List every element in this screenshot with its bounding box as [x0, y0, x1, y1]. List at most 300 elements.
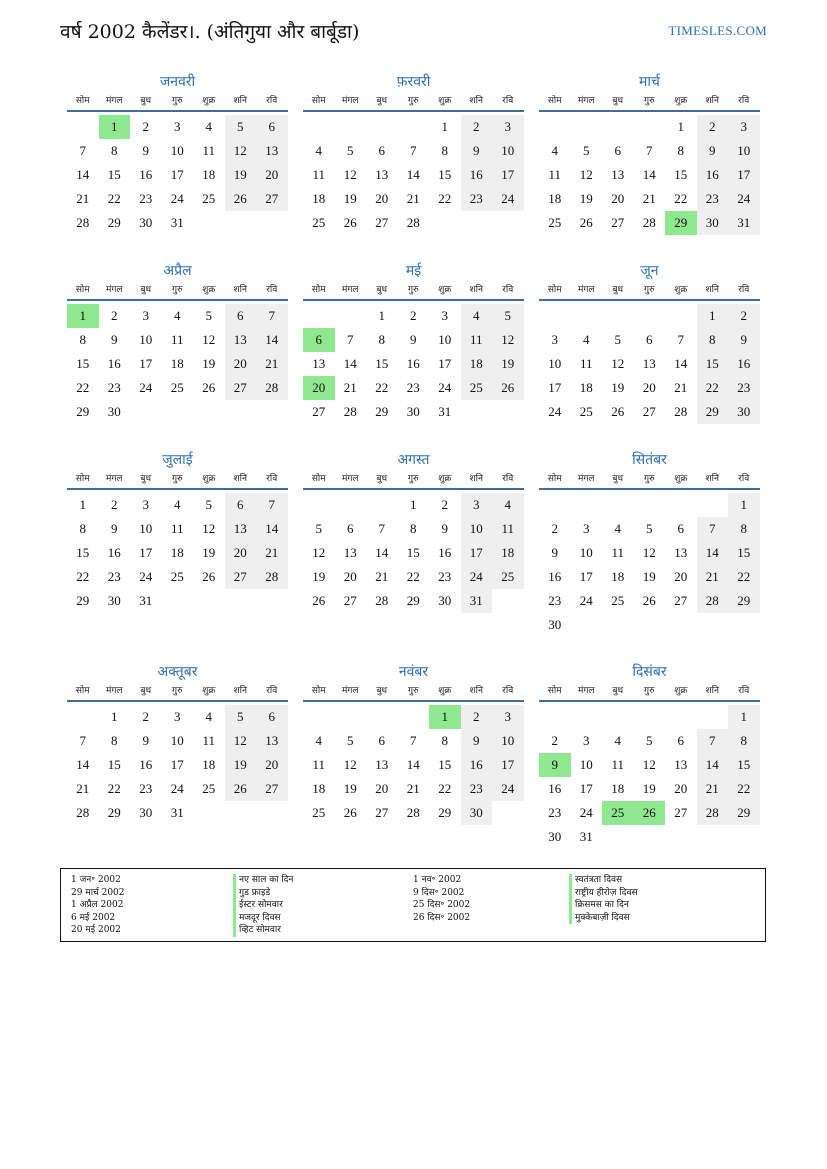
day-cell[interactable]: 22 [76, 569, 90, 584]
day-cell[interactable]: 21 [406, 781, 420, 796]
day-cell[interactable]: 20 [225, 352, 257, 376]
day-cell[interactable]: 19 [579, 191, 593, 206]
day-cell[interactable]: 5 [347, 143, 354, 158]
day-cell[interactable]: 15 [375, 356, 389, 371]
day-cell[interactable]: 22 [674, 191, 688, 206]
day-cell[interactable]: 20 [611, 191, 625, 206]
day-cell[interactable]: 15 [697, 352, 729, 376]
day-cell[interactable]: 21 [642, 191, 656, 206]
day-cell[interactable]: 30 [107, 404, 121, 419]
day-cell[interactable]: 10 [492, 139, 524, 163]
day-cell[interactable]: 10 [728, 139, 760, 163]
day-cell[interactable]: 3 [441, 308, 448, 323]
day-cell[interactable]: 14 [406, 757, 420, 772]
day-cell[interactable]: 22 [438, 191, 452, 206]
day-cell[interactable]: 26 [202, 569, 216, 584]
day-cell[interactable]: 8 [79, 332, 86, 347]
day-cell[interactable]: 28 [76, 215, 90, 230]
day-cell[interactable]: 26 [343, 805, 357, 820]
day-cell[interactable]: 28 [642, 215, 656, 230]
day-cell[interactable]: 8 [441, 733, 448, 748]
day-cell[interactable]: 14 [697, 753, 729, 777]
day-cell[interactable]: 19 [611, 380, 625, 395]
day-cell[interactable]: 14 [343, 356, 357, 371]
day-cell[interactable]: 18 [202, 167, 216, 182]
day-cell[interactable]: 7 [646, 143, 653, 158]
day-cell[interactable]: 7 [256, 304, 288, 328]
day-cell[interactable]: 17 [461, 541, 493, 565]
day-cell[interactable]: 14 [76, 757, 90, 772]
day-cell[interactable]: 16 [139, 167, 153, 182]
day-cell[interactable]: 31 [438, 404, 452, 419]
day-cell[interactable]: 30 [438, 593, 452, 608]
day-cell[interactable]: 1 [697, 304, 729, 328]
day-cell[interactable]: 16 [406, 356, 420, 371]
day-cell[interactable]: 10 [170, 143, 184, 158]
day-cell[interactable]: 28 [697, 801, 729, 825]
day-cell[interactable]: 17 [548, 380, 562, 395]
day-cell[interactable]: 29 [406, 593, 420, 608]
day-cell[interactable]: 24 [170, 191, 184, 206]
day-cell[interactable]: 7 [410, 733, 417, 748]
day-cell[interactable]: 29 [438, 805, 452, 820]
day-cell[interactable]: 30 [697, 211, 729, 235]
day-cell[interactable]: 7 [79, 733, 86, 748]
day-cell[interactable]: 17 [579, 569, 593, 584]
day-cell[interactable]: 4 [205, 119, 212, 134]
day-cell[interactable]: 31 [139, 593, 153, 608]
day-cell[interactable]: 7 [697, 517, 729, 541]
day-cell[interactable]: 23 [107, 569, 121, 584]
day-cell[interactable]: 8 [79, 521, 86, 536]
day-cell[interactable]: 3 [461, 493, 493, 517]
day-cell[interactable]: 25 [170, 380, 184, 395]
day-cell[interactable]: 30 [728, 400, 760, 424]
day-cell[interactable]: 14 [406, 167, 420, 182]
day-cell[interactable]: 13 [611, 167, 625, 182]
day-cell[interactable]: 11 [548, 167, 562, 182]
day-cell[interactable]: 19 [225, 163, 257, 187]
day-cell[interactable]: 19 [343, 191, 357, 206]
day-cell[interactable]: 28 [256, 565, 288, 589]
day-cell[interactable]: 8 [728, 517, 760, 541]
day-cell[interactable]: 14 [375, 545, 389, 560]
day-cell[interactable]: 10 [170, 733, 184, 748]
day-cell[interactable]: 5 [315, 521, 322, 536]
day-cell[interactable]: 25 [492, 565, 524, 589]
day-cell[interactable]: 27 [256, 187, 288, 211]
day-cell[interactable]: 23 [438, 569, 452, 584]
day-cell[interactable]: 29 [697, 400, 729, 424]
day-cell[interactable]: 2 [461, 705, 493, 729]
day-cell[interactable]: 18 [202, 757, 216, 772]
day-cell[interactable]: 8 [697, 328, 729, 352]
day-cell[interactable]: 29 [375, 404, 389, 419]
day-cell[interactable]: 18 [170, 545, 184, 560]
day-cell[interactable]: 22 [107, 781, 121, 796]
day-cell[interactable]: 3 [583, 733, 590, 748]
day-cell[interactable]: 16 [728, 352, 760, 376]
day-cell[interactable]: 2 [697, 115, 729, 139]
day-cell[interactable]: 11 [579, 356, 593, 371]
day-cell[interactable]: 28 [674, 404, 688, 419]
day-cell[interactable]: 6 [256, 705, 288, 729]
day-cell[interactable]: 5 [583, 143, 590, 158]
day-cell[interactable]: 19 [312, 569, 326, 584]
day-cell[interactable]: 16 [548, 781, 562, 796]
day-cell[interactable]: 3 [583, 521, 590, 536]
day-cell[interactable]: 2 [551, 521, 558, 536]
day-cell[interactable]: 10 [438, 332, 452, 347]
day-cell[interactable]: 14 [76, 167, 90, 182]
day-cell[interactable]: 26 [642, 593, 656, 608]
day-cell[interactable]: 29 [76, 593, 90, 608]
day-cell[interactable]: 27 [225, 565, 257, 589]
day-cell[interactable]: 6 [646, 332, 653, 347]
day-cell[interactable]: 25 [602, 801, 634, 825]
day-cell[interactable]: 31 [170, 215, 184, 230]
day-cell[interactable]: 15 [438, 167, 452, 182]
day-cell[interactable]: 26 [225, 777, 257, 801]
day-cell[interactable]: 18 [548, 191, 562, 206]
day-cell[interactable]: 4 [492, 493, 524, 517]
day-cell[interactable]: 21 [256, 352, 288, 376]
day-cell[interactable]: 3 [142, 497, 149, 512]
day-cell[interactable]: 25 [579, 404, 593, 419]
day-cell[interactable]: 21 [375, 569, 389, 584]
day-cell[interactable]: 9 [697, 139, 729, 163]
day-cell[interactable]: 17 [170, 757, 184, 772]
day-cell[interactable]: 17 [728, 163, 760, 187]
day-cell[interactable]: 25 [461, 376, 493, 400]
day-cell[interactable]: 17 [438, 356, 452, 371]
day-cell[interactable]: 27 [375, 215, 389, 230]
day-cell[interactable]: 21 [697, 777, 729, 801]
day-cell[interactable]: 7 [677, 332, 684, 347]
day-cell[interactable]: 1 [79, 497, 86, 512]
day-cell[interactable]: 4 [614, 733, 621, 748]
day-cell[interactable]: 15 [674, 167, 688, 182]
day-cell[interactable]: 15 [107, 757, 121, 772]
day-cell[interactable]: 27 [375, 805, 389, 820]
day-cell[interactable]: 20 [303, 376, 335, 400]
day-cell[interactable]: 13 [256, 729, 288, 753]
day-cell[interactable]: 17 [492, 163, 524, 187]
day-cell[interactable]: 21 [76, 781, 90, 796]
day-cell[interactable]: 18 [461, 352, 493, 376]
day-cell[interactable]: 12 [202, 332, 216, 347]
day-cell[interactable]: 31 [728, 211, 760, 235]
day-cell[interactable]: 13 [312, 356, 326, 371]
day-cell[interactable]: 6 [378, 143, 385, 158]
day-cell[interactable]: 20 [256, 753, 288, 777]
day-cell[interactable]: 3 [142, 308, 149, 323]
day-cell[interactable]: 31 [579, 829, 593, 844]
day-cell[interactable]: 5 [225, 115, 257, 139]
day-cell[interactable]: 19 [642, 781, 656, 796]
day-cell[interactable]: 9 [410, 332, 417, 347]
day-cell[interactable]: 26 [634, 801, 666, 825]
day-cell[interactable]: 3 [551, 332, 558, 347]
day-cell[interactable]: 28 [76, 805, 90, 820]
day-cell[interactable]: 1 [429, 705, 461, 729]
day-cell[interactable]: 30 [548, 829, 562, 844]
day-cell[interactable]: 5 [646, 733, 653, 748]
day-cell[interactable]: 8 [677, 143, 684, 158]
day-cell[interactable]: 22 [375, 380, 389, 395]
day-cell[interactable]: 16 [107, 545, 121, 560]
day-cell[interactable]: 25 [202, 781, 216, 796]
day-cell[interactable]: 23 [461, 777, 493, 801]
day-cell[interactable]: 21 [343, 380, 357, 395]
day-cell[interactable]: 5 [614, 332, 621, 347]
day-cell[interactable]: 26 [202, 380, 216, 395]
day-cell[interactable]: 31 [170, 805, 184, 820]
day-cell[interactable]: 7 [347, 332, 354, 347]
day-cell[interactable]: 27 [312, 404, 326, 419]
day-cell[interactable]: 23 [139, 191, 153, 206]
day-cell[interactable]: 1 [441, 119, 448, 134]
day-cell[interactable]: 18 [579, 380, 593, 395]
day-cell[interactable]: 12 [492, 328, 524, 352]
day-cell[interactable]: 20 [225, 541, 257, 565]
day-cell[interactable]: 27 [642, 404, 656, 419]
day-cell[interactable]: 12 [343, 167, 357, 182]
day-cell[interactable]: 9 [142, 143, 149, 158]
day-cell[interactable]: 24 [438, 380, 452, 395]
day-cell[interactable]: 23 [461, 187, 493, 211]
day-cell[interactable]: 4 [461, 304, 493, 328]
day-cell[interactable]: 17 [139, 545, 153, 560]
day-cell[interactable]: 30 [461, 801, 493, 825]
day-cell[interactable]: 29 [728, 801, 760, 825]
day-cell[interactable]: 22 [697, 376, 729, 400]
day-cell[interactable]: 8 [410, 521, 417, 536]
day-cell[interactable]: 11 [312, 757, 326, 772]
day-cell[interactable]: 11 [170, 332, 184, 347]
day-cell[interactable]: 14 [256, 328, 288, 352]
day-cell[interactable]: 1 [410, 497, 417, 512]
day-cell[interactable]: 30 [139, 215, 153, 230]
day-cell[interactable]: 2 [142, 119, 149, 134]
day-cell[interactable]: 2 [728, 304, 760, 328]
day-cell[interactable]: 22 [438, 781, 452, 796]
day-cell[interactable]: 24 [461, 565, 493, 589]
day-cell[interactable]: 6 [378, 733, 385, 748]
day-cell[interactable]: 4 [583, 332, 590, 347]
day-cell[interactable]: 1 [728, 705, 760, 729]
day-cell[interactable]: 5 [225, 705, 257, 729]
day-cell[interactable]: 24 [170, 781, 184, 796]
day-cell[interactable]: 25 [202, 191, 216, 206]
day-cell[interactable]: 12 [343, 757, 357, 772]
day-cell[interactable]: 30 [107, 593, 121, 608]
day-cell[interactable]: 24 [492, 777, 524, 801]
day-cell[interactable]: 4 [315, 733, 322, 748]
day-cell[interactable]: 10 [139, 521, 153, 536]
day-cell[interactable]: 1 [67, 304, 99, 328]
day-cell[interactable]: 8 [111, 733, 118, 748]
day-cell[interactable]: 9 [111, 521, 118, 536]
day-cell[interactable]: 24 [139, 380, 153, 395]
day-cell[interactable]: 1 [378, 308, 385, 323]
day-cell[interactable]: 11 [611, 757, 625, 772]
day-cell[interactable]: 12 [202, 521, 216, 536]
day-cell[interactable]: 8 [111, 143, 118, 158]
day-cell[interactable]: 15 [728, 541, 760, 565]
day-cell[interactable]: 24 [139, 569, 153, 584]
day-cell[interactable]: 21 [256, 541, 288, 565]
day-cell[interactable]: 1 [728, 493, 760, 517]
day-cell[interactable]: 23 [139, 781, 153, 796]
day-cell[interactable]: 6 [677, 733, 684, 748]
day-cell[interactable]: 2 [441, 497, 448, 512]
day-cell[interactable]: 13 [256, 139, 288, 163]
day-cell[interactable]: 2 [111, 497, 118, 512]
day-cell[interactable]: 20 [375, 191, 389, 206]
day-cell[interactable]: 29 [107, 805, 121, 820]
day-cell[interactable]: 3 [728, 115, 760, 139]
day-cell[interactable]: 5 [347, 733, 354, 748]
day-cell[interactable]: 10 [579, 757, 593, 772]
day-cell[interactable]: 19 [202, 545, 216, 560]
day-cell[interactable]: 28 [406, 215, 420, 230]
day-cell[interactable]: 19 [202, 356, 216, 371]
day-cell[interactable]: 13 [375, 757, 389, 772]
day-cell[interactable]: 6 [225, 493, 257, 517]
day-cell[interactable]: 4 [174, 308, 181, 323]
day-cell[interactable]: 8 [441, 143, 448, 158]
day-cell[interactable]: 15 [438, 757, 452, 772]
day-cell[interactable]: 16 [438, 545, 452, 560]
day-cell[interactable]: 23 [728, 376, 760, 400]
day-cell[interactable]: 29 [76, 404, 90, 419]
day-cell[interactable]: 3 [174, 709, 181, 724]
day-cell[interactable]: 21 [697, 565, 729, 589]
day-cell[interactable]: 7 [79, 143, 86, 158]
day-cell[interactable]: 13 [674, 545, 688, 560]
day-cell[interactable]: 16 [461, 163, 493, 187]
day-cell[interactable]: 12 [225, 139, 257, 163]
day-cell[interactable]: 1 [111, 709, 118, 724]
day-cell[interactable]: 27 [225, 376, 257, 400]
day-cell[interactable]: 28 [343, 404, 357, 419]
day-cell[interactable]: 10 [139, 332, 153, 347]
day-cell[interactable]: 28 [375, 593, 389, 608]
day-cell[interactable]: 13 [375, 167, 389, 182]
day-cell[interactable]: 22 [728, 777, 760, 801]
day-cell[interactable]: 13 [642, 356, 656, 371]
day-cell[interactable]: 29 [107, 215, 121, 230]
day-cell[interactable]: 5 [205, 497, 212, 512]
day-cell[interactable]: 20 [642, 380, 656, 395]
day-cell[interactable]: 5 [646, 521, 653, 536]
day-cell[interactable]: 9 [441, 521, 448, 536]
day-cell[interactable]: 30 [406, 404, 420, 419]
day-cell[interactable]: 17 [579, 781, 593, 796]
day-cell[interactable]: 31 [461, 589, 493, 613]
day-cell[interactable]: 22 [406, 569, 420, 584]
day-cell[interactable]: 12 [642, 545, 656, 560]
day-cell[interactable]: 3 [492, 115, 524, 139]
day-cell[interactable]: 7 [256, 493, 288, 517]
day-cell[interactable]: 25 [548, 215, 562, 230]
day-cell[interactable]: 24 [728, 187, 760, 211]
day-cell[interactable]: 2 [142, 709, 149, 724]
day-cell[interactable]: 23 [548, 593, 562, 608]
day-cell[interactable]: 12 [225, 729, 257, 753]
day-cell[interactable]: 11 [461, 328, 493, 352]
day-cell[interactable]: 21 [406, 191, 420, 206]
day-cell[interactable]: 7 [410, 143, 417, 158]
day-cell[interactable]: 6 [614, 143, 621, 158]
day-cell[interactable]: 2 [111, 308, 118, 323]
day-cell[interactable]: 26 [579, 215, 593, 230]
day-cell[interactable]: 24 [579, 593, 593, 608]
day-cell[interactable]: 10 [492, 729, 524, 753]
day-cell[interactable]: 16 [139, 757, 153, 772]
day-cell[interactable]: 2 [551, 733, 558, 748]
day-cell[interactable]: 18 [312, 191, 326, 206]
day-cell[interactable]: 3 [492, 705, 524, 729]
day-cell[interactable]: 9 [539, 753, 571, 777]
day-cell[interactable]: 19 [492, 352, 524, 376]
day-cell[interactable]: 11 [202, 733, 216, 748]
day-cell[interactable]: 22 [76, 380, 90, 395]
day-cell[interactable]: 20 [674, 569, 688, 584]
day-cell[interactable]: 28 [256, 376, 288, 400]
day-cell[interactable]: 15 [406, 545, 420, 560]
day-cell[interactable]: 26 [492, 376, 524, 400]
day-cell[interactable]: 4 [174, 497, 181, 512]
day-cell[interactable]: 16 [107, 356, 121, 371]
day-cell[interactable]: 5 [205, 308, 212, 323]
day-cell[interactable]: 20 [674, 781, 688, 796]
day-cell[interactable]: 18 [611, 781, 625, 796]
day-cell[interactable]: 26 [312, 593, 326, 608]
day-cell[interactable]: 25 [170, 569, 184, 584]
day-cell[interactable]: 24 [492, 187, 524, 211]
day-cell[interactable]: 15 [76, 545, 90, 560]
day-cell[interactable]: 4 [315, 143, 322, 158]
day-cell[interactable]: 9 [728, 328, 760, 352]
day-cell[interactable]: 11 [492, 517, 524, 541]
day-cell[interactable]: 23 [697, 187, 729, 211]
day-cell[interactable]: 9 [461, 139, 493, 163]
day-cell[interactable]: 10 [579, 545, 593, 560]
day-cell[interactable]: 10 [548, 356, 562, 371]
day-cell[interactable]: 20 [343, 569, 357, 584]
day-cell[interactable]: 16 [697, 163, 729, 187]
day-cell[interactable]: 18 [611, 569, 625, 584]
day-cell[interactable]: 15 [107, 167, 121, 182]
day-cell[interactable]: 22 [728, 565, 760, 589]
day-cell[interactable]: 27 [674, 805, 688, 820]
day-cell[interactable]: 27 [343, 593, 357, 608]
day-cell[interactable]: 28 [406, 805, 420, 820]
day-cell[interactable]: 23 [548, 805, 562, 820]
day-cell[interactable]: 4 [551, 143, 558, 158]
day-cell[interactable]: 25 [611, 593, 625, 608]
day-cell[interactable]: 3 [174, 119, 181, 134]
day-cell[interactable]: 17 [170, 167, 184, 182]
day-cell[interactable]: 4 [205, 709, 212, 724]
day-cell[interactable]: 26 [225, 187, 257, 211]
day-cell[interactable]: 11 [312, 167, 326, 182]
day-cell[interactable]: 17 [492, 753, 524, 777]
day-cell[interactable]: 6 [256, 115, 288, 139]
day-cell[interactable]: 24 [548, 404, 562, 419]
